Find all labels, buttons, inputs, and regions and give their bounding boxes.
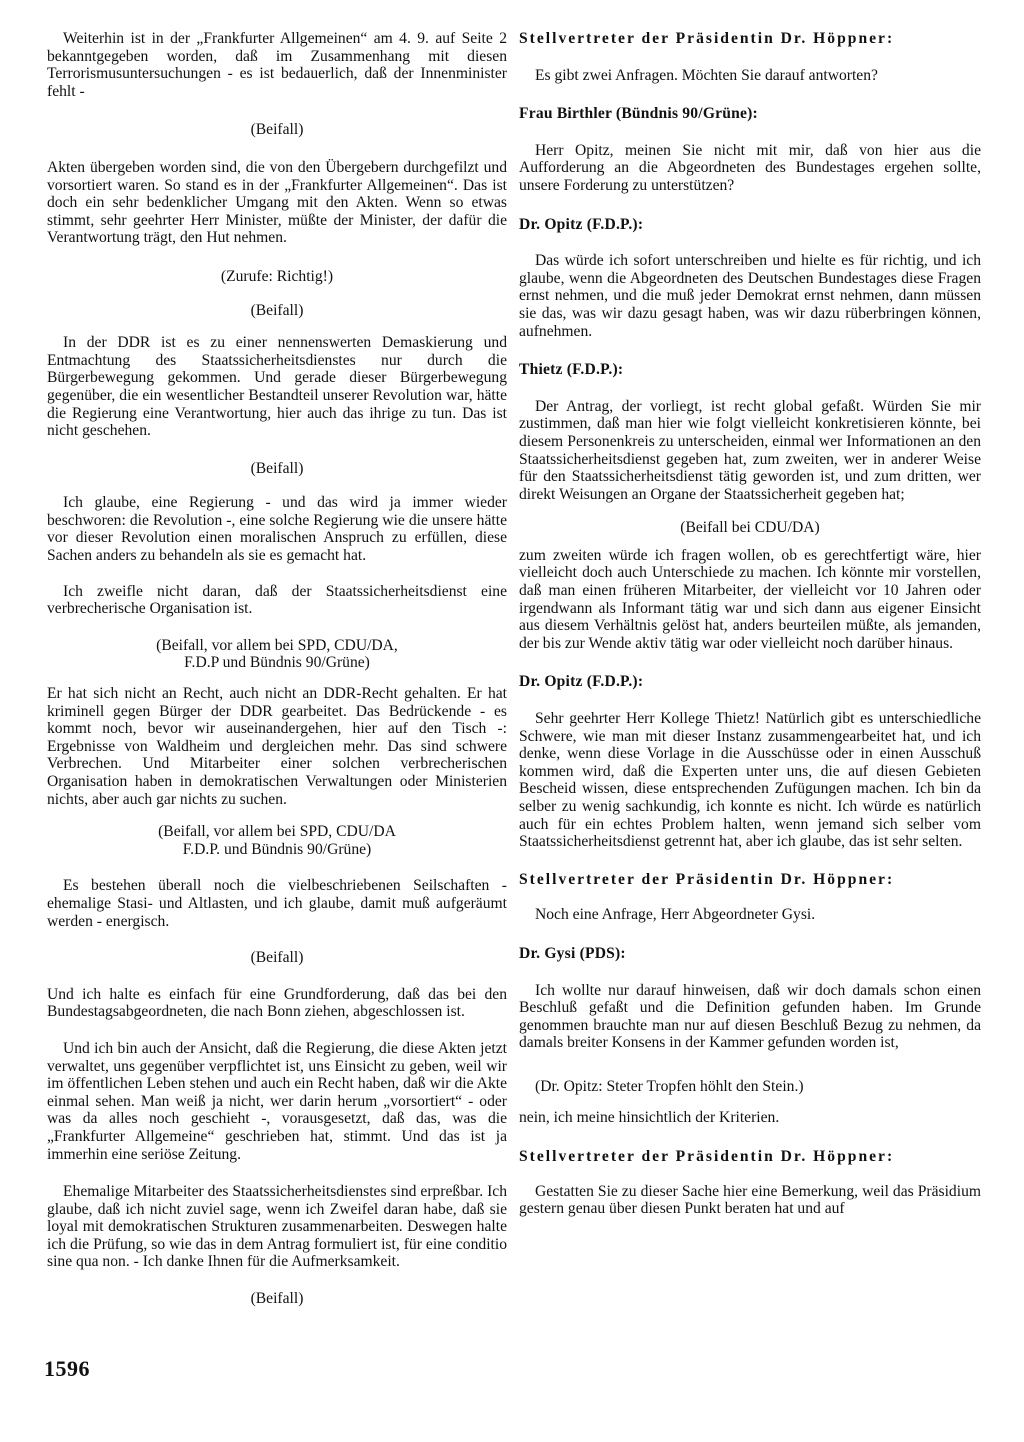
speaker-heading: Dr. Opitz (F.D.P.): [519,673,644,691]
speaker-heading: Frau Birthler (Bündnis 90/Grüne): [519,105,758,123]
interjection: F.D.P und Bündnis 90/Grüne) [184,654,370,672]
paragraph: zum zweiten würde ich fragen wollen, ob es gerechtfertigt wäre, hier vielleicht doch auch Unterschiede zu machen. Ich könnte mir vorstellen, daß man einen früheren Mitarbeiter, der vielleicht vor 10 Jahren oder irgendwann als Informant tätig war und sich dann aus eigener Einsicht aus diesem Verhältnis gelöst hat, anders beurteilen müßte, als jemanden, der bis zur Wende aktiv tätig war oder vielleicht noch darüber hinaus. [519,546,981,652]
interjection: (Beifall) [250,949,304,967]
speaker-heading: Stellvertreter der Präsidentin Dr. Höppner: [519,1148,895,1166]
paragraph: Weiterhin ist in der „Frankfurter Allgemeinen“ am 4. 9. auf Seite 2 bekanntgegeben worden, daß im Zusammenhang mit diesen Terrorismusuntersuchungen - es ist bedauerlich, daß der Innenminister fehlt - [47,30,507,100]
paragraph: Ich glaube, eine Regierung - und das wird ja immer wieder beschworen: die Revolution -, eine solche Regierung wie die unsere hätte vor dieser Revolution einen moralischen Anspruch zu erfüllen, diese Sachen anders zu behandeln als sie es gemacht hat. [47,494,507,565]
paragraph: Und ich bin auch der Ansicht, daß die Regierung, die diese Akten jetzt verwaltet, uns gegenüber verpflichtet ist, uns Einsicht zu geben, weil wir im öffentlichen Leben stehen und auch ein Recht haben, daß wir die Akte einmal sehen. Man weiß ja nicht, wer darin herum „vorsortiert“ - oder was da alles noch geschieht -, vorausgesetzt, daß das, was die „Frankfurter Allgemeine“ geschrieben hat, stimmt. Und das ist ja immerhin eine seriöse Zeitung. [47,1039,507,1163]
speaker-heading: Dr. Gysi (PDS): [519,944,626,962]
paragraph: Der Antrag, der vorliegt, ist recht global gefaßt. Würden Sie mir zustimmen, daß man hier wie folgt vielleicht konkretisieren könnte, bei diesem Personenkreis zu unterscheiden, einmal wer Informationen an den Staatssicherheitsdienst gegeben hat, zum zweiten, wer in anderer Weise für den Staatssicherheitsdienst tätig geworden ist, und zum dritten, wer direkt Weisungen an Organe der Staatssicherheit gegeben hat; [519,397,981,503]
interjection: (Beifall, vor allem bei SPD, CDU/DA [158,823,396,841]
right-column [519,30,981,1218]
speaker-heading: Thietz (F.D.P.): [519,361,624,379]
paragraph: Und ich halte es einfach für eine Grundforderung, daß das bei den Bundestagsabgeordneten, die nach Bonn ziehen, abgeschlossen ist. [47,985,507,1021]
interjection: (Beifall) [250,459,304,477]
speaker-heading: Dr. Opitz (F.D.P.): [519,215,644,233]
interjection: (Beifall, vor allem bei SPD, CDU/DA, [156,636,398,654]
page-number: 1596 [44,1356,90,1381]
interjection: (Zurufe: Richtig!) [220,267,334,285]
paragraph: Noch eine Anfrage, Herr Abgeordneter Gysi. [535,906,816,924]
paragraph: Es bestehen überall noch die vielbeschriebenen Seilschaften - ehemalige Stasi- und Altlasten, und ich glaube, damit muß aufgeräumt werden - energisch. [47,877,507,930]
interjection: (Beifall) [250,301,304,319]
interjection: (Dr. Opitz: Steter Tropfen höhlt den Stein.) [535,1077,804,1095]
paragraph: Herr Opitz, meinen Sie nicht mit mir, daß von hier aus die Aufforderung an die Abgeordneten des Bundestages ergehen sollte, unsere Forderung zu unterstützen? [519,141,981,194]
paragraph: Gestatten Sie zu dieser Sache hier eine Bemerkung, weil das Präsidium gestern genau über diesen Punkt beraten hat und auf [519,1182,981,1218]
interjection: F.D.P. und Bündnis 90/Grüne) [182,840,372,858]
interjection: (Beifall) [250,1290,304,1308]
left-column [47,30,507,1308]
speaker-heading: Stellvertreter der Präsidentin Dr. Höppner: [519,870,895,888]
interjection: (Beifall bei CDU/DA) [680,519,820,537]
interjection: (Beifall) [250,121,304,139]
paragraph: Er hat sich nicht an Recht, auch nicht an DDR-Recht gehalten. Er hat kriminell gegen Bürger der DDR gearbeitet. Das Bedrückende - es kommt noch, bevor wir auseinandergehen, hier auf den Tisch -: Ergebnisse von Waldheim und dergleichen mehr. Das sind schwere Verbrechen. Und Mitarbeiter einer solchen verbrecherischen Organisation haben in demokratischen Verwaltungen oder Ministerien nichts, aber auch gar nichts zu suchen. [47,685,507,808]
paragraph: Das würde ich sofort unterschreiben und hielte es für richtig, und ich glaube, wenn die Abgeordneten des Deutschen Bundestages diese Fragen ernst nehmen, und die muß jeder Demokrat ernst nehmen, dann müssen sie das, was wir dazu gesagt haben, was wir dazu rüberbringen können, aufnehmen. [519,252,981,340]
paragraph: Ehemalige Mitarbeiter des Staatssicherheitsdienstes sind erpreßbar. Ich glaube, daß ich nicht zuviel sage, wenn ich Zweifel daran habe, daß sie loyal mit demokratischen Strukturen zusammenarbeiten. Deswegen halte ich die Prüfung, so wie das in dem Antrag formuliert ist, für eine conditio sine qua non. - Ich danke Ihnen für die Aufmerksamkeit. [47,1183,507,1271]
paragraph: Ich wollte nur darauf hinweisen, daß wir doch damals schon einen Beschluß gefaßt und die Definition gefunden haben. Im Grunde genommen brauchte man nur auf diesen Beschluß Bezug zu nehmen, da damals breiter Konsens in der Kammer gefunden worden ist, [519,981,981,1052]
speaker-heading: Stellvertreter der Präsidentin Dr. Höppner: [519,30,895,47]
paragraph: Sehr geehrter Herr Kollege Thietz! Natürlich gibt es unterschiedliche Schwere, wie man mit dieser Instanz zusammengearbeitet hat, und ich denke, wenn diese Vorlage in die Ausschüsse oder in einen Ausschuß kommen wird, daß die Experten unter uns, die auf diesen Gebieten Bescheid wissen, diese entsprechenden Zufügungen machen. Ich bin da selber zu wenig sachkundig, ich konnte es nicht. Ich würde es natürlich auch für ein echtes Problem halten, wenn jemand sich selber vom Staatssicherheitsdienst getrennt hat, aber ich glaube, das ist sehr selten. [519,710,981,851]
paragraph: Ich zweifle nicht daran, daß der Staatssicherheitsdienst eine verbrecherische Organisation ist. [47,582,507,618]
paragraph: In der DDR ist es zu einer nennenswerten Demaskierung und Entmachtung des Staatssicherheitsdienstes nur durch die Bürgerbewegung gekommen. Und gerade dieser Bürgerbewegung gegenüber, die ein wesentlicher Bestandteil unserer Revolution war, hätte die Regierung eine Verantwortung, hier auch das ihrige zu tun. Das ist nicht geschehen. [47,334,507,440]
paragraph: Akten übergeben worden sind, die von den Übergebern durchgefilzt und vorsortiert waren. So stand es in der „Frankfurter Allgemeinen“. Das ist doch ein sehr bedenklicher Umgang mit den Akten. Wenn so etwas stimmt, sehr geehrter Herr Minister, müßte der Minister, der dafür die Verantwortung trägt, den Hut nehmen. [47,158,507,247]
paragraph: nein, ich meine hinsichtlich der Kriterien. [519,1108,780,1126]
paragraph: Es gibt zwei Anfragen. Möchten Sie darauf antworten? [535,66,878,84]
